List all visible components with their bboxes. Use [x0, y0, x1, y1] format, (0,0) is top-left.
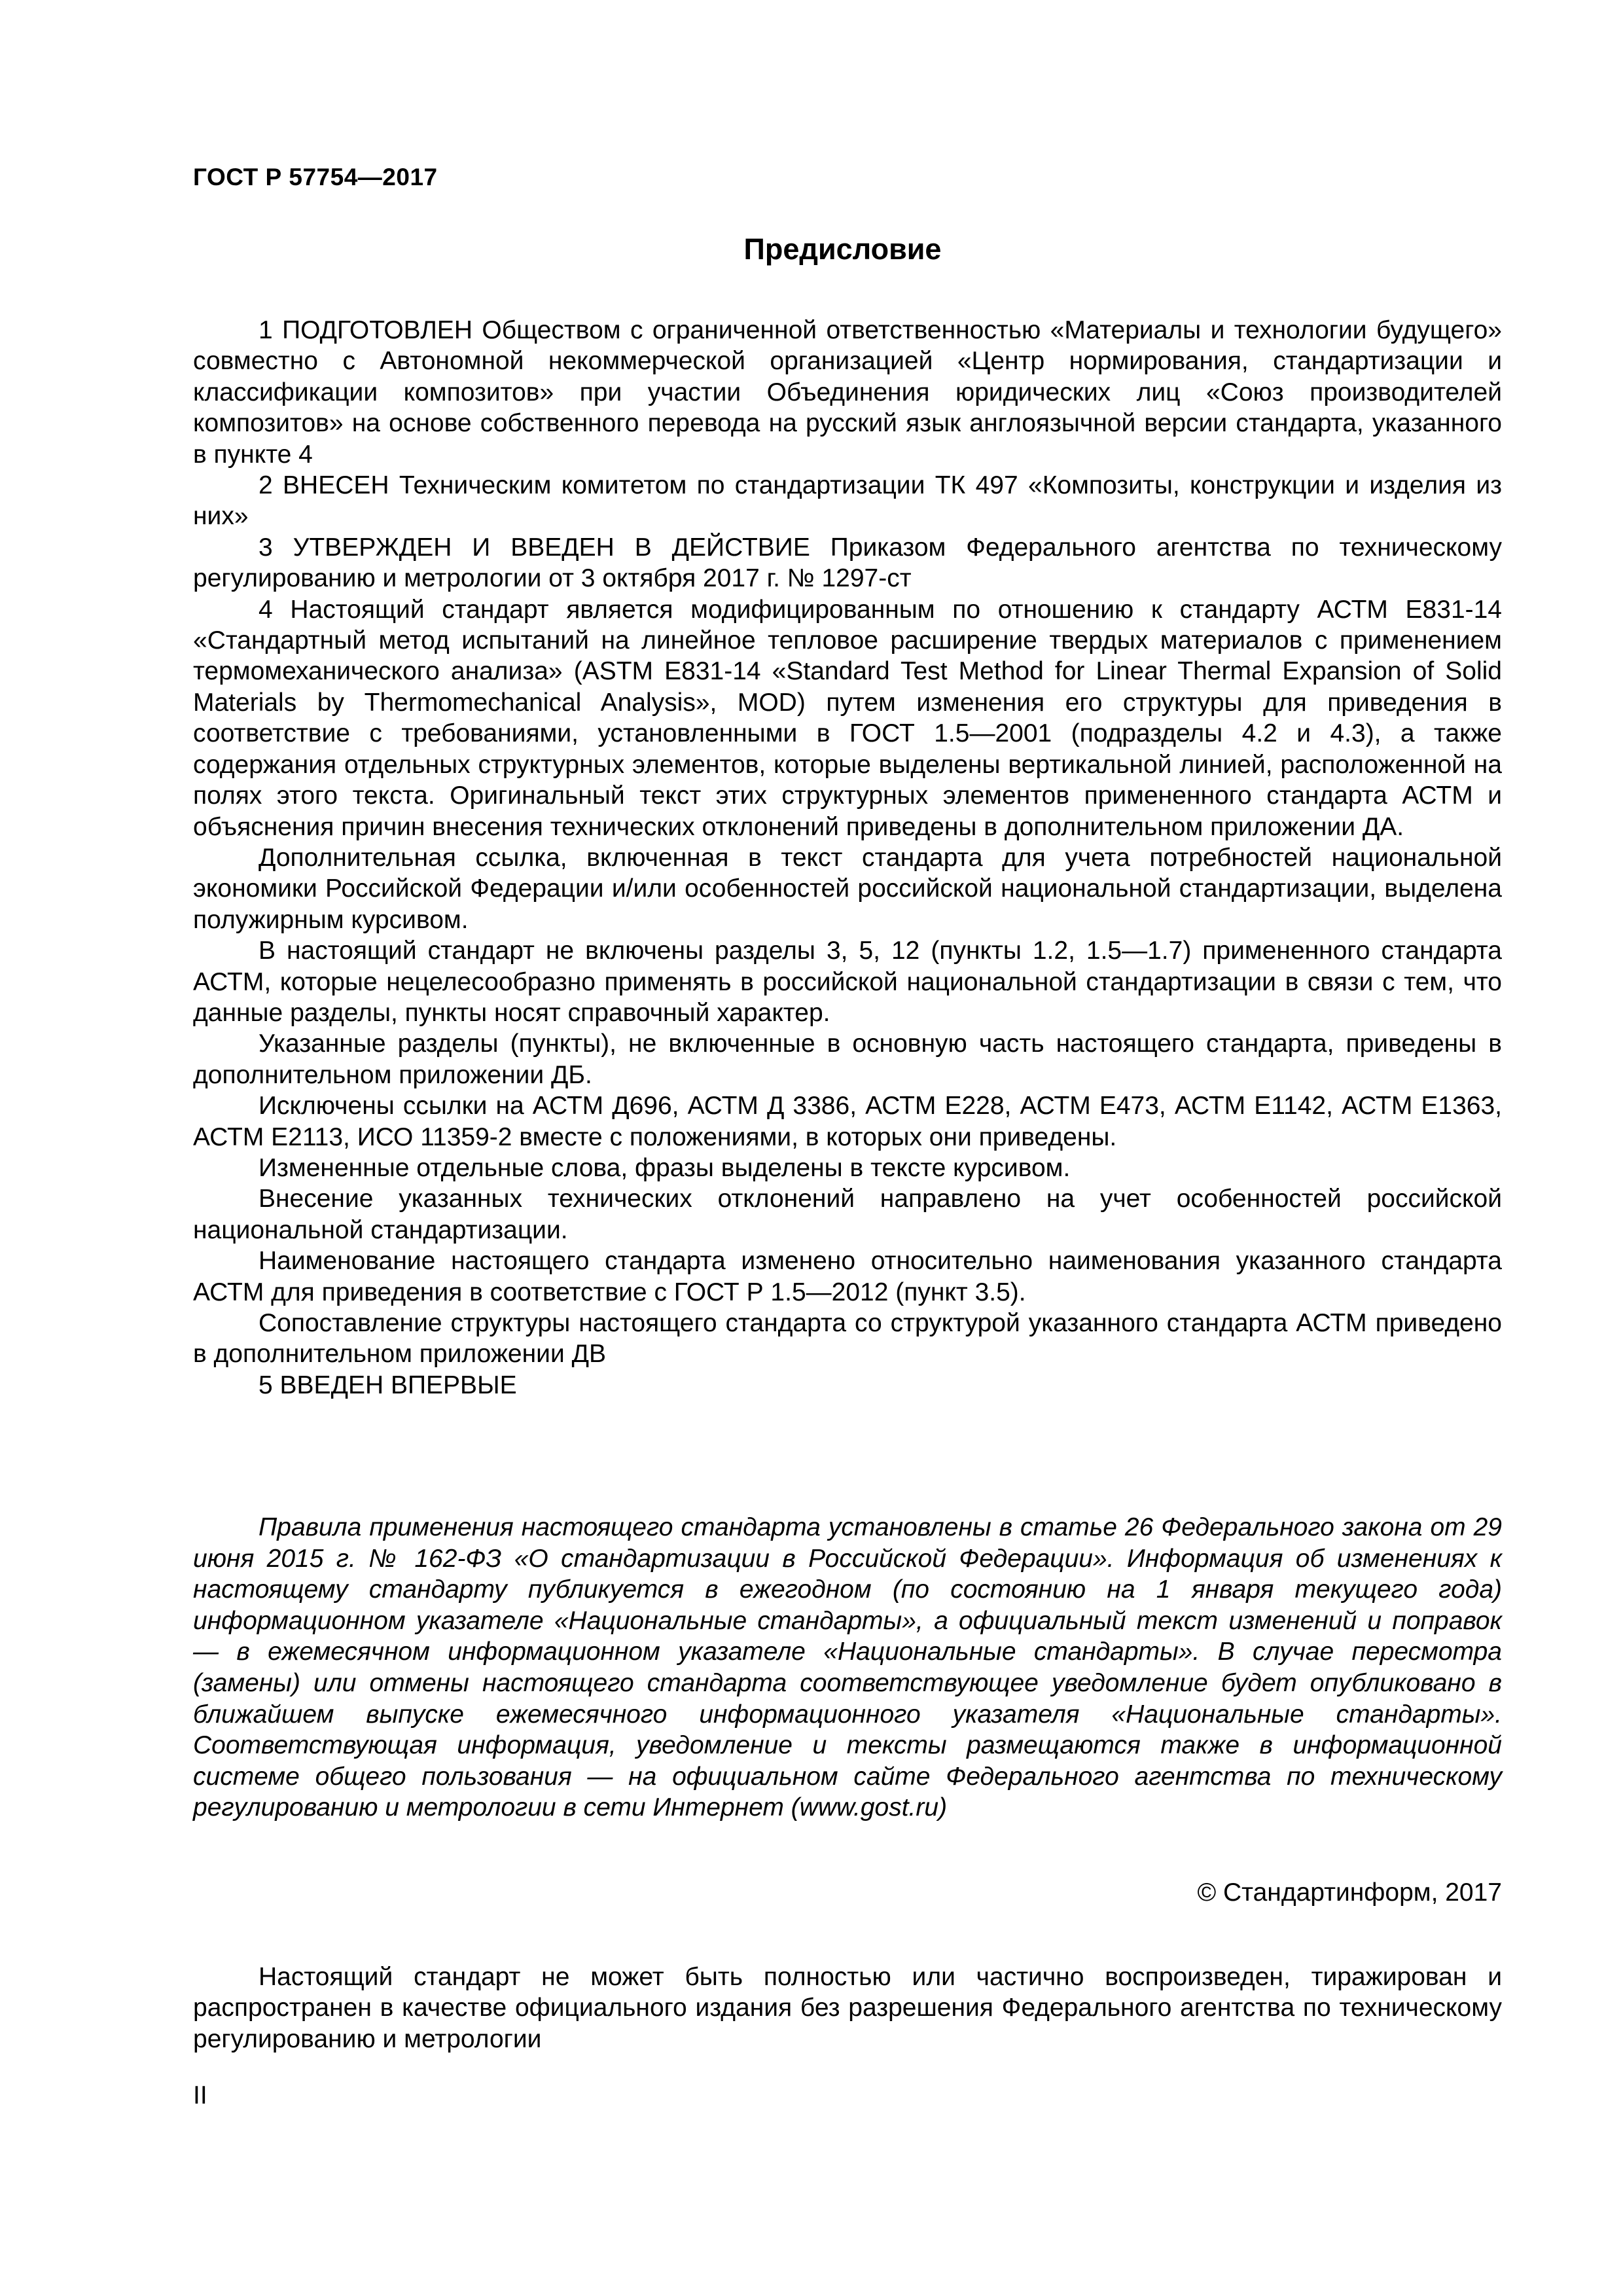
- paragraph-technical-deviations: Внесение указанных технических отклонений направлено на учет особенностей российской национальной стандартизации.: [193, 1185, 1502, 1244]
- page-number: II: [193, 2081, 207, 2109]
- application-rules-notice: Правила применения настоящего стандарта установлены в статье 26 Федерального закона от 29 июня 2015 г. № 162-ФЗ «О стандартизации в Российской Федерации». Информация об изменениях к настоящему стандарту публикуется в ежегодном (по состоянию на 1 января текущего года) информационном указателе «Национальные стандарты», а официальный текст изменений и поправок — в ежемесячном информационном указателе «Национальные стандарты». В случае пересмотра (замены) или отмены настоящего стандарта соответствующее уведомление будет опубликовано в ближайшем выпуске ежемесячного информационного указателя «Национальные стандарты». Соответствующая информация, уведомление и тексты размещаются также в информационной системе общего пользования — на официальном сайте Федерального агентства по техническому регулированию и метрологии в сети Интернет (www.gost.ru): [193, 1513, 1502, 1822]
- paragraph-excluded-sections: В настоящий стандарт не включены разделы 3, 5, 12 (пункты 1.2, 1.5—1.7) примененного стандарта АСТМ, которые нецелесообразно применять в российской национальной стандартизации в связи с тем, что данные разделы, пункты носят справочный характер.: [193, 937, 1502, 1027]
- paragraph-title-change: Наименование настоящего стандарта изменено относительно наименования указанного стандарта АСТМ для приведения в соответствие с ГОСТ Р 1.5—2012 (пункт 3.5).: [193, 1247, 1502, 1306]
- page-title: Предисловие: [743, 232, 942, 266]
- copyright-line: © Стандартинформ, 2017: [1197, 1878, 1502, 1907]
- paragraph-additional-reference: Дополнительная ссылка, включенная в текст стандарта для учета потребностей национальной экономики Российской Федерации и/или особенностей российской национальной стандартизации, выделена полужирным курсивом.: [193, 843, 1502, 934]
- paragraph-excluded-references: Исключены ссылки на АСТМ Д696, АСТМ Д 3386, АСТМ Е228, АСТМ Е473, АСТМ Е1142, АСТМ Е1363, АСТМ Е2113, ИСО 11359-2 вместе с положениями, в которых они приведены.: [193, 1092, 1502, 1151]
- paragraph-annex-db: Указанные разделы (пункты), не включенные в основную часть настоящего стандарта, приведены в дополнительном приложении ДБ.: [193, 1030, 1502, 1089]
- paragraph-item-2: 2 ВНЕСЕН Техническим комитетом по стандартизации ТК 497 «Композиты, конструкции и изделия из них»: [193, 471, 1502, 531]
- paragraph-item-1: 1 ПОДГОТОВЛЕН Обществом с ограниченной ответственностью «Материалы и технологии будущего» совместно с Автономной некоммерческой организацией «Центр нормирования, стандартизации и классификации композитов» при участии Объединения юридических лиц «Союз производителей композитов» на основе собственного перевода на русский язык англоязычной версии стандарта, указанного в пункте 4: [193, 316, 1502, 469]
- paragraph-item-5: 5 ВВЕДЕН ВПЕРВЫЕ: [259, 1371, 517, 1399]
- preface-body: [193, 315, 1502, 1401]
- paragraph-structure-comparison: Сопоставление структуры настоящего стандарта со структурой указанного стандарта АСТМ приведено в дополнительном приложении ДВ: [193, 1309, 1502, 1369]
- reproduction-rights-notice: Настоящий стандарт не может быть полностью или частично воспроизведен, тиражирован и распространен в качестве официального издания без разрешения Федерального агентства по техническому регулированию и метрологии: [193, 1963, 1502, 2053]
- paragraph-italic-changes: Измененные отдельные слова, фразы выделены в тексте курсивом.: [259, 1153, 1071, 1182]
- paragraph-item-4: 4 Настоящий стандарт является модифицированным по отношению к стандарту АСТМ Е831-14 «Стандартный метод испытаний на линейное тепловое расширение твердых материалов с применением термомеханического анализа» (ASTM E831-14 «Standard Test Method for Linear Thermal Expansion of Solid Materials by Thermomechanical Analysis», MOD) путем изменения его структуры для приведения в соответствие с требованиями, установленными в ГОСТ 1.5—2001 (подразделы 4.2 и 4.3), а также содержания отдельных структурных элементов, которые выделены вертикальной линией, расположенной на полях этого текста. Оригинальный текст этих структурных элементов примененного стандарта АСТМ и объяснения причин внесения технических отклонений приведены в дополнительном приложении ДА.: [193, 595, 1502, 841]
- paragraph-item-3: 3 УТВЕРЖДЕН И ВВЕДЕН В ДЕЙСТВИЕ Приказом Федерального агентства по техническому регулированию и метрологии от 3 октября 2017 г. № 1297-ст: [193, 533, 1502, 593]
- document-code: ГОСТ Р 57754—2017: [193, 164, 438, 190]
